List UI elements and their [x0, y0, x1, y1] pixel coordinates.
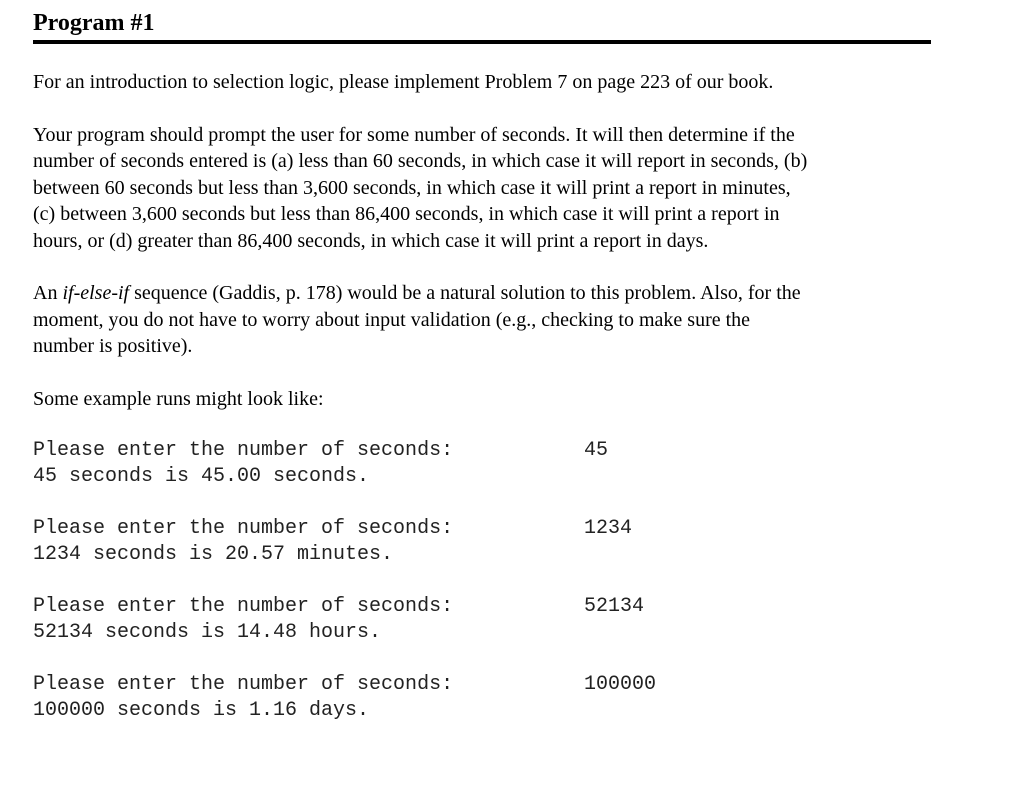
hint-paragraph — [33, 280, 933, 360]
examples-intro: Some example runs might look like: — [33, 387, 324, 410]
example-runs — [33, 438, 933, 724]
run-output: 1234 seconds is 20.57 minutes. — [33, 543, 394, 566]
run-prompt-line — [33, 672, 933, 698]
run-output: 52134 seconds is 14.48 hours. — [33, 621, 382, 644]
requirements-line: hours, or (d) greater than 86,400 seconds, in which case it will print a report in days. — [33, 229, 709, 252]
run-prompt-line — [33, 594, 933, 620]
run-input: 45 — [584, 439, 609, 462]
requirements-line: Your program should prompt the user for some number of seconds. It will then determine if the — [33, 123, 795, 146]
run-prompt: Please enter the number of seconds: — [33, 517, 454, 540]
run-prompt: Please enter the number of seconds: — [33, 673, 454, 696]
run-prompt-line — [33, 516, 933, 542]
title-divider — [33, 40, 931, 44]
requirements-paragraph — [33, 122, 933, 255]
example-run — [33, 672, 933, 724]
intro-paragraph: For an introduction to selection logic, please implement Problem 7 on page 223 of our book. — [33, 71, 774, 93]
hint-line: moment, you do not have to worry about input validation (e.g., checking to make sure the — [33, 308, 751, 331]
run-input: 1234 — [584, 517, 633, 540]
run-prompt: Please enter the number of seconds: — [33, 595, 454, 618]
hint-italic-term: if-else-if — [62, 282, 130, 304]
example-run — [33, 438, 933, 490]
requirements-line: number of seconds entered is (a) less than 60 seconds, in which case it will report in seconds, (b) — [33, 150, 808, 172]
run-input: 52134 — [584, 595, 645, 618]
run-prompt-line — [33, 438, 933, 464]
run-input: 100000 — [584, 673, 657, 696]
page-title: Program #1 — [33, 10, 155, 36]
hint-suffix: sequence (Gaddis, p. 178) would be a natural solution to this problem. Also, for the — [129, 282, 801, 304]
requirements-line: (c) between 3,600 seconds but less than 86,400 seconds, in which case it will print a report in — [33, 203, 780, 225]
run-output: 45 seconds is 45.00 seconds. — [33, 465, 370, 488]
hint-line: number is positive). — [33, 335, 193, 357]
example-run — [33, 594, 933, 646]
requirements-line: between 60 seconds but less than 3,600 seconds, in which case it will print a report in minutes, — [33, 176, 791, 199]
example-run — [33, 516, 933, 568]
run-prompt: Please enter the number of seconds: — [33, 439, 454, 462]
hint-prefix: An — [33, 282, 63, 304]
document-page — [33, 8, 933, 750]
run-output: 100000 seconds is 1.16 days. — [33, 699, 370, 722]
